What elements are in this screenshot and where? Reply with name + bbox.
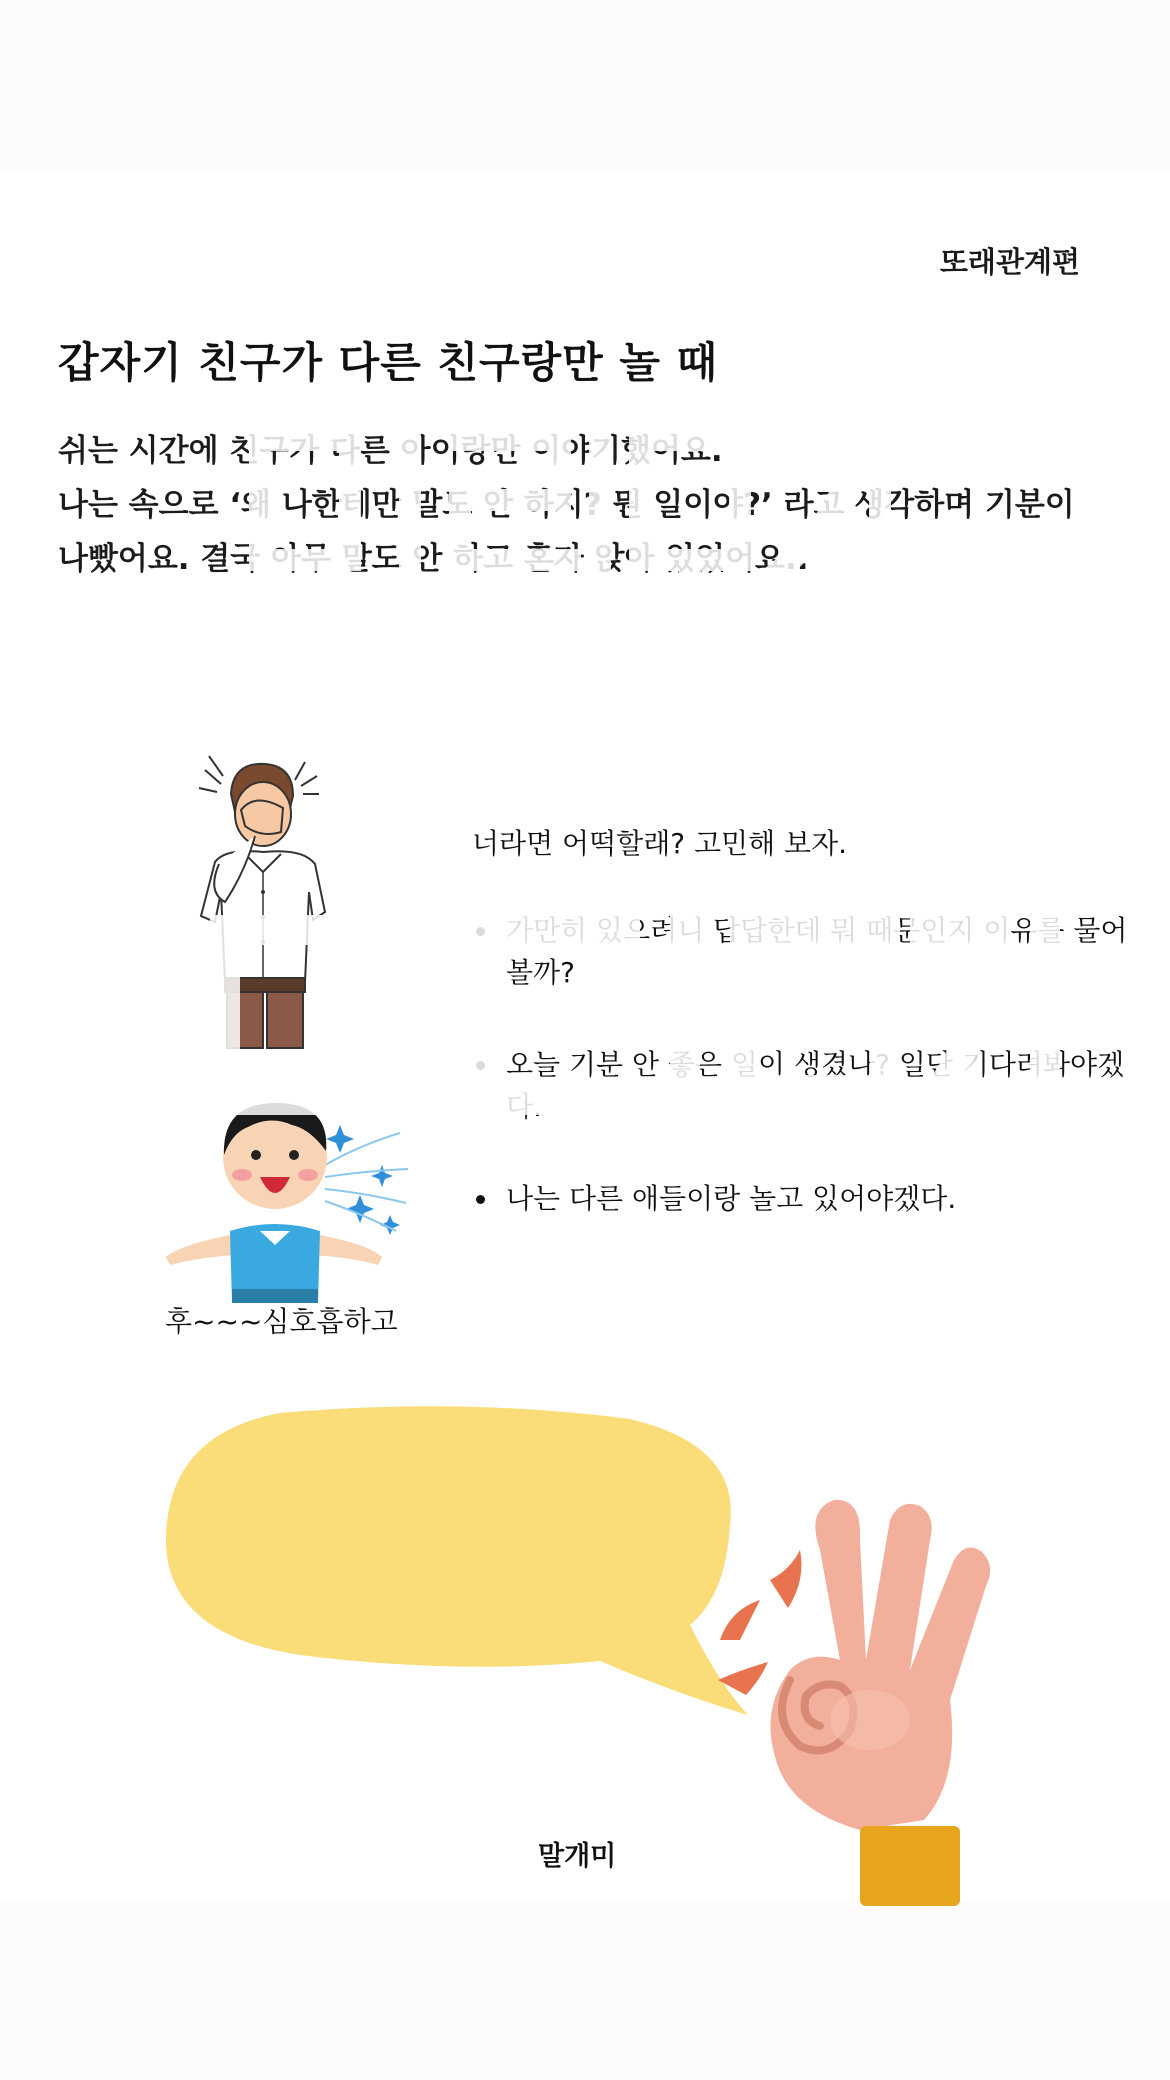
story-title: 갑자기 친구가 다른 친구랑만 놀 때 <box>58 338 719 387</box>
category-label: 또래관계편 <box>939 245 1080 279</box>
facepalm-man-illustration <box>185 752 370 1052</box>
option-item: 가만히 있으려니 답답한데 뭐 때문인지 이유를 물어볼까? <box>472 910 1132 994</box>
prompt-question: 너라면 어떡할래? 고민해 보자. <box>472 827 848 860</box>
ok-hand-icon <box>710 1490 1030 1906</box>
story-paragraph: 나는 속으로 ‘왜 나한테만 말도 안 하지? 뭔 일이야?’ 라고 생각하며 기분이 나빴어요. 결국 아무 말도 안 하고 혼자 앉아 있었어요.. <box>58 487 1075 577</box>
option-item: 오늘 기분 안 좋은 일이 생겼나? 일단 기다려봐야겠다. <box>472 1044 1132 1128</box>
brand-name: 말개미 <box>538 1841 617 1872</box>
deep-breath-boy-illustration <box>160 1085 415 1305</box>
story-text <box>58 424 1108 586</box>
story-paragraph: 쉬는 시간에 친구가 다른 아이랑만 이야기했어요. <box>58 433 723 469</box>
illustration-caption: 후~~~심호흡하고 <box>165 1305 398 1338</box>
speech-bubble-shape <box>160 1405 760 1725</box>
option-item: 나는 다른 애들이랑 놀고 있어야겠다. <box>472 1178 1132 1220</box>
response-options <box>472 910 1132 1270</box>
